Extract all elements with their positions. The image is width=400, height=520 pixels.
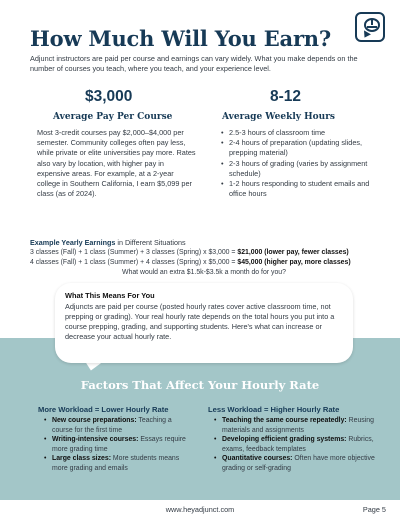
pay-label: Average Pay Per Course (53, 112, 173, 122)
page-number: Page 5 (362, 505, 386, 514)
callout-title: What This Means For You (65, 291, 155, 300)
example-line-2-formula: 4 classes (Fall) + 1 class (Summer) + 4 classes (Spring) x $5,000 = (30, 259, 238, 266)
example-line-2-result: $45,000 (higher pay, more classes) (237, 259, 351, 266)
factor-bold: New course preparations: (52, 417, 137, 424)
example-heading (30, 238, 378, 248)
factor-bold: Developing efficient grading systems: (222, 436, 347, 444)
footer-url-link[interactable]: www.heyadjunct.com (165, 505, 235, 514)
chat-bubble-logo-icon (355, 12, 385, 42)
more-workload-heading: More Workload = Lower Hourly Rate (38, 405, 169, 414)
more-workload-list (44, 416, 194, 474)
factor-text: Essays require more grading time (52, 436, 186, 453)
hours-list-item: • 1-2 hours responding to student emails and office hours (221, 179, 381, 199)
hours-list (221, 128, 381, 199)
list-item (44, 454, 194, 473)
callout-body: Adjuncts are paid per course (posted hourly rates cover active classroom time, not prepping or grading). Your real hourly rate depends on the total hours you put into a course prepping, grading, and supporting students. Here's what can increase or decrease your actual hourly rate. (65, 302, 335, 341)
pay-description: Most 3-credit courses pay $2,000–$4,000 per semester. Community colleges often pay less, while private or elite universities pay more. Rates also vary by location, with higher pay in expensive areas. For example, at a 2-year college in Southern California, I earn $5,099 per class (as of 2024). (37, 128, 196, 199)
hours-list-item: • 2-3 hours of grading (varies by assignment schedule) (221, 159, 381, 179)
page-title: How Much Will You Earn? (30, 26, 331, 51)
factor-text: More students means more grading and emails (52, 455, 180, 472)
logo-dot (371, 20, 373, 25)
hours-label: Average Weekly Hours (222, 112, 336, 122)
factor-bold: Teaching the same course repeatedly: (222, 417, 347, 424)
hours-amount: 8-12 (270, 88, 302, 105)
example-heading-bold: Example Yearly Earnings (30, 238, 116, 247)
less-workload-list (214, 416, 379, 474)
example-question: What would an extra $1.5k-$3.5k a month do for you? (122, 269, 286, 276)
list-item (44, 416, 194, 435)
hours-list-item: • 2.5-3 hours of classroom time (221, 128, 381, 138)
factor-text: Reusing materials and assignments (222, 417, 374, 434)
logo-bar (367, 26, 377, 28)
pay-amount: $3,000 (85, 88, 133, 105)
factor-bold: Writing-intensive courses: (52, 436, 139, 444)
example-line-1-formula: 3 classes (Fall) + 1 class (Summer) + 3 classes (Spring) x $3,000 = (30, 249, 238, 256)
factor-text: Rubrics, exams, feedback templates (222, 436, 374, 453)
factor-bold: Quantitative courses: (222, 455, 293, 463)
list-item (214, 454, 379, 473)
factors-title: Factors That Affect Your Hourly Rate (80, 378, 320, 392)
list-item (214, 416, 379, 435)
callout-box (55, 283, 353, 363)
example-earnings (30, 238, 378, 278)
example-line-2 (30, 258, 378, 268)
factor-text: Often have more objective grading or self-grading (222, 455, 375, 472)
example-line-1 (30, 248, 378, 258)
list-item (214, 435, 379, 454)
intro-paragraph: Adjunct instructors are paid per course and earnings can vary widely. What you make depends on the number of courses you teach, where you teach, and your experience level. (30, 54, 358, 73)
example-line-1-result: $21,000 (lower pay, fewer classes) (237, 249, 349, 256)
list-item (44, 435, 194, 454)
factor-bold: Large class sizes: (52, 455, 111, 463)
factor-text: Teaching a course for the first time (52, 417, 172, 434)
hours-list-item: • 2-4 hours of preparation (updating slides, prepping material) (221, 138, 381, 158)
example-heading-rest: in Different Situations (115, 238, 186, 247)
less-workload-heading: Less Workload = Higher Hourly Rate (208, 405, 340, 414)
